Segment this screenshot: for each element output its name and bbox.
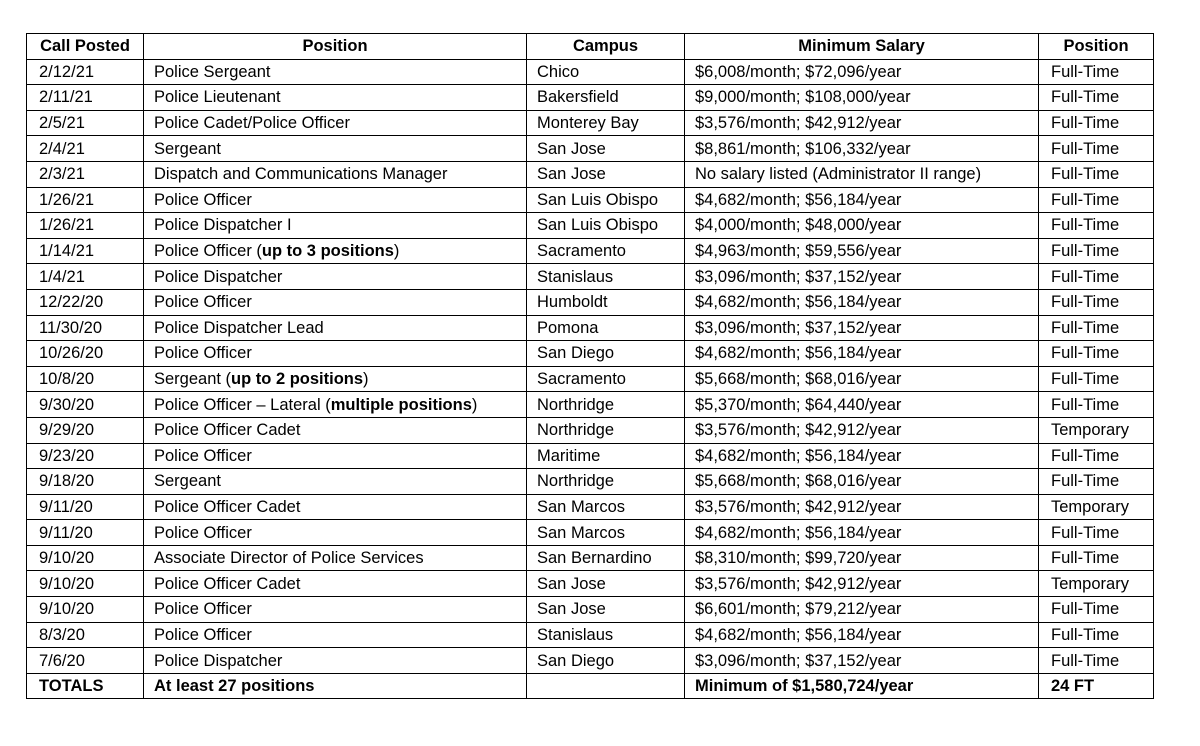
- position-text: Police Officer: [154, 600, 252, 619]
- minimum-salary-cell: $8,861/month; $106,332/year: [685, 136, 1039, 162]
- minimum-salary-cell: $5,668/month; $68,016/year: [685, 366, 1039, 392]
- call-posted-cell: 9/10/20: [27, 597, 144, 623]
- call-posted-cell: 7/6/20: [27, 648, 144, 674]
- table-row: [27, 213, 1154, 239]
- position-cell: [144, 622, 527, 648]
- table-row: [27, 622, 1154, 648]
- position-cell: [144, 443, 527, 469]
- table-row: [27, 136, 1154, 162]
- job-postings-table: [26, 33, 1154, 699]
- minimum-salary-cell: $4,963/month; $59,556/year: [685, 238, 1039, 264]
- position-cell: [144, 187, 527, 213]
- call-posted-cell: 9/30/20: [27, 392, 144, 418]
- position-type-cell: Full-Time: [1039, 520, 1154, 546]
- position-text: Police Officer: [154, 293, 252, 312]
- position-cell: [144, 264, 527, 290]
- call-posted-cell: 10/26/20: [27, 341, 144, 367]
- campus-cell: Northridge: [527, 469, 685, 495]
- minimum-salary-cell: $3,096/month; $37,152/year: [685, 264, 1039, 290]
- table-row: [27, 648, 1154, 674]
- position-suffix: ): [471, 395, 478, 414]
- call-posted-cell: 1/26/21: [27, 187, 144, 213]
- table-row: [27, 264, 1154, 290]
- campus-cell: Stanislaus: [527, 622, 685, 648]
- campus-cell: San Jose: [527, 136, 685, 162]
- position-cell: [144, 545, 527, 571]
- table-row: [27, 597, 1154, 623]
- totals-label: TOTALS: [27, 673, 144, 699]
- position-cell: [144, 597, 527, 623]
- position-suffix: ): [363, 370, 369, 389]
- position-cell: [144, 469, 527, 495]
- minimum-salary-cell: $5,668/month; $68,016/year: [685, 469, 1039, 495]
- position-text: Police Lieutenant: [154, 88, 281, 107]
- position-text: Police Officer – Lateral (: [154, 395, 331, 414]
- table-row: [27, 289, 1154, 315]
- campus-cell: San Luis Obispo: [527, 187, 685, 213]
- position-cell: [144, 136, 527, 162]
- minimum-salary-cell: $4,682/month; $56,184/year: [685, 520, 1039, 546]
- position-text: Associate Director of Police Services: [154, 549, 424, 568]
- header-call-posted: Call Posted: [27, 34, 144, 60]
- table-row: [27, 315, 1154, 341]
- totals-row: [27, 673, 1154, 699]
- position-text: Police Cadet/Police Officer: [154, 114, 350, 133]
- campus-cell: Northridge: [527, 417, 685, 443]
- campus-cell: San Jose: [527, 571, 685, 597]
- position-text: Police Officer: [154, 190, 252, 209]
- call-posted-cell: 9/18/20: [27, 469, 144, 495]
- campus-cell: Chico: [527, 59, 685, 85]
- position-type-cell: Full-Time: [1039, 443, 1154, 469]
- table-row: [27, 238, 1154, 264]
- table-row: [27, 392, 1154, 418]
- position-type-cell: Full-Time: [1039, 213, 1154, 239]
- position-type-cell: Full-Time: [1039, 238, 1154, 264]
- campus-cell: San Jose: [527, 161, 685, 187]
- campus-cell: Bakersfield: [527, 85, 685, 111]
- minimum-salary-cell: $5,370/month; $64,440/year: [685, 392, 1039, 418]
- position-type-cell: Full-Time: [1039, 545, 1154, 571]
- campus-cell: San Luis Obispo: [527, 213, 685, 239]
- position-cell: [144, 289, 527, 315]
- minimum-salary-cell: $3,096/month; $37,152/year: [685, 315, 1039, 341]
- position-type-cell: Full-Time: [1039, 622, 1154, 648]
- position-type-cell: Full-Time: [1039, 392, 1154, 418]
- table-row: [27, 366, 1154, 392]
- position-type-cell: Full-Time: [1039, 597, 1154, 623]
- position-type-cell: Full-Time: [1039, 59, 1154, 85]
- call-posted-cell: 8/3/20: [27, 622, 144, 648]
- position-type-cell: Full-Time: [1039, 264, 1154, 290]
- position-type-cell: Full-Time: [1039, 85, 1154, 111]
- campus-cell: San Bernardino: [527, 545, 685, 571]
- campus-cell: Pomona: [527, 315, 685, 341]
- table-row: [27, 443, 1154, 469]
- call-posted-cell: 11/30/20: [27, 315, 144, 341]
- position-text: Police Dispatcher: [154, 651, 283, 670]
- position-text: Police Sergeant: [154, 62, 271, 81]
- call-posted-cell: 1/14/21: [27, 238, 144, 264]
- table-row: [27, 494, 1154, 520]
- position-cell: [144, 238, 527, 264]
- call-posted-cell: 2/3/21: [27, 161, 144, 187]
- position-cell: [144, 315, 527, 341]
- position-count-note: multiple positions: [330, 395, 472, 414]
- position-count-note: up to 2 positions: [231, 370, 364, 389]
- position-cell: [144, 341, 527, 367]
- position-type-cell: Full-Time: [1039, 341, 1154, 367]
- minimum-salary-cell: $3,096/month; $37,152/year: [685, 648, 1039, 674]
- table-row: [27, 571, 1154, 597]
- header-row: [27, 34, 1154, 60]
- call-posted-cell: 9/23/20: [27, 443, 144, 469]
- campus-cell: Northridge: [527, 392, 685, 418]
- position-cell: [144, 520, 527, 546]
- position-text: Sergeant (: [154, 370, 232, 389]
- minimum-salary-cell: $4,682/month; $56,184/year: [685, 341, 1039, 367]
- header-minimum-salary: Minimum Salary: [685, 34, 1039, 60]
- totals-salary: Minimum of $1,580,724/year: [685, 673, 1039, 699]
- table-row: [27, 187, 1154, 213]
- minimum-salary-cell: $4,682/month; $56,184/year: [685, 622, 1039, 648]
- position-cell: [144, 571, 527, 597]
- position-count-note: up to 3 positions: [261, 242, 394, 261]
- table-row: [27, 417, 1154, 443]
- campus-cell: Monterey Bay: [527, 110, 685, 136]
- call-posted-cell: 9/11/20: [27, 520, 144, 546]
- position-type-cell: Full-Time: [1039, 366, 1154, 392]
- position-cell: [144, 161, 527, 187]
- position-suffix: ): [393, 242, 400, 261]
- campus-cell: San Marcos: [527, 520, 685, 546]
- position-text: Police Officer: [154, 344, 252, 363]
- header-position: Position: [144, 34, 527, 60]
- call-posted-cell: 1/26/21: [27, 213, 144, 239]
- campus-cell: Stanislaus: [527, 264, 685, 290]
- position-text: Police Officer Cadet: [154, 497, 301, 516]
- position-cell: [144, 110, 527, 136]
- table-row: [27, 545, 1154, 571]
- position-text: Police Officer Cadet: [154, 574, 301, 593]
- campus-cell: San Diego: [527, 648, 685, 674]
- minimum-salary-cell: $4,000/month; $48,000/year: [685, 213, 1039, 239]
- table-row: [27, 469, 1154, 495]
- minimum-salary-cell: No salary listed (Administrator II range): [685, 161, 1039, 187]
- position-type-cell: Full-Time: [1039, 136, 1154, 162]
- position-text: Sergeant: [154, 139, 221, 158]
- position-type-cell: Full-Time: [1039, 315, 1154, 341]
- campus-cell: Humboldt: [527, 289, 685, 315]
- position-cell: [144, 494, 527, 520]
- campus-cell: San Diego: [527, 341, 685, 367]
- job-postings-document: [26, 33, 1154, 699]
- call-posted-cell: 9/11/20: [27, 494, 144, 520]
- call-posted-cell: 1/4/21: [27, 264, 144, 290]
- position-type-cell: Full-Time: [1039, 161, 1154, 187]
- minimum-salary-cell: $6,008/month; $72,096/year: [685, 59, 1039, 85]
- position-text: Police Dispatcher I: [154, 216, 292, 235]
- position-cell: [144, 417, 527, 443]
- call-posted-cell: 2/12/21: [27, 59, 144, 85]
- position-text: Police Officer (: [154, 242, 262, 261]
- totals-positions: At least 27 positions: [144, 673, 527, 699]
- call-posted-cell: 2/5/21: [27, 110, 144, 136]
- position-cell: [144, 85, 527, 111]
- position-cell: [144, 392, 527, 418]
- campus-cell: San Marcos: [527, 494, 685, 520]
- call-posted-cell: 9/29/20: [27, 417, 144, 443]
- position-text: Police Officer Cadet: [154, 421, 301, 440]
- position-text: Dispatch and Communications Manager: [154, 165, 448, 184]
- position-text: Police Officer: [154, 523, 252, 542]
- call-posted-cell: 12/22/20: [27, 289, 144, 315]
- position-text: Police Dispatcher Lead: [154, 318, 324, 337]
- table-row: [27, 85, 1154, 111]
- position-type-cell: Full-Time: [1039, 469, 1154, 495]
- table-row: [27, 59, 1154, 85]
- campus-cell: Maritime: [527, 443, 685, 469]
- position-text: Police Officer: [154, 446, 252, 465]
- call-posted-cell: 9/10/20: [27, 571, 144, 597]
- minimum-salary-cell: $4,682/month; $56,184/year: [685, 289, 1039, 315]
- call-posted-cell: 9/10/20: [27, 545, 144, 571]
- position-type-cell: Temporary: [1039, 417, 1154, 443]
- minimum-salary-cell: $4,682/month; $56,184/year: [685, 187, 1039, 213]
- totals-type: 24 FT: [1039, 673, 1154, 699]
- minimum-salary-cell: $3,576/month; $42,912/year: [685, 494, 1039, 520]
- position-cell: [144, 59, 527, 85]
- minimum-salary-cell: $4,682/month; $56,184/year: [685, 443, 1039, 469]
- call-posted-cell: 2/4/21: [27, 136, 144, 162]
- call-posted-cell: 2/11/21: [27, 85, 144, 111]
- table-row: [27, 341, 1154, 367]
- call-posted-cell: 10/8/20: [27, 366, 144, 392]
- position-cell: [144, 648, 527, 674]
- position-type-cell: Full-Time: [1039, 110, 1154, 136]
- position-type-cell: Temporary: [1039, 494, 1154, 520]
- position-type-cell: Temporary: [1039, 571, 1154, 597]
- campus-cell: Sacramento: [527, 366, 685, 392]
- header-position-type: Position: [1039, 34, 1154, 60]
- position-text: Police Dispatcher: [154, 267, 283, 286]
- totals-campus: [527, 673, 685, 699]
- minimum-salary-cell: $3,576/month; $42,912/year: [685, 571, 1039, 597]
- position-text: Police Officer: [154, 625, 252, 644]
- position-text: Sergeant: [154, 472, 221, 491]
- minimum-salary-cell: $3,576/month; $42,912/year: [685, 110, 1039, 136]
- position-type-cell: Full-Time: [1039, 289, 1154, 315]
- table-row: [27, 161, 1154, 187]
- campus-cell: Sacramento: [527, 238, 685, 264]
- minimum-salary-cell: $3,576/month; $42,912/year: [685, 417, 1039, 443]
- minimum-salary-cell: $8,310/month; $99,720/year: [685, 545, 1039, 571]
- position-cell: [144, 213, 527, 239]
- minimum-salary-cell: $6,601/month; $79,212/year: [685, 597, 1039, 623]
- position-cell: [144, 366, 527, 392]
- campus-cell: San Jose: [527, 597, 685, 623]
- table-row: [27, 520, 1154, 546]
- table-row: [27, 110, 1154, 136]
- header-campus: Campus: [527, 34, 685, 60]
- position-type-cell: Full-Time: [1039, 187, 1154, 213]
- minimum-salary-cell: $9,000/month; $108,000/year: [685, 85, 1039, 111]
- position-type-cell: Full-Time: [1039, 648, 1154, 674]
